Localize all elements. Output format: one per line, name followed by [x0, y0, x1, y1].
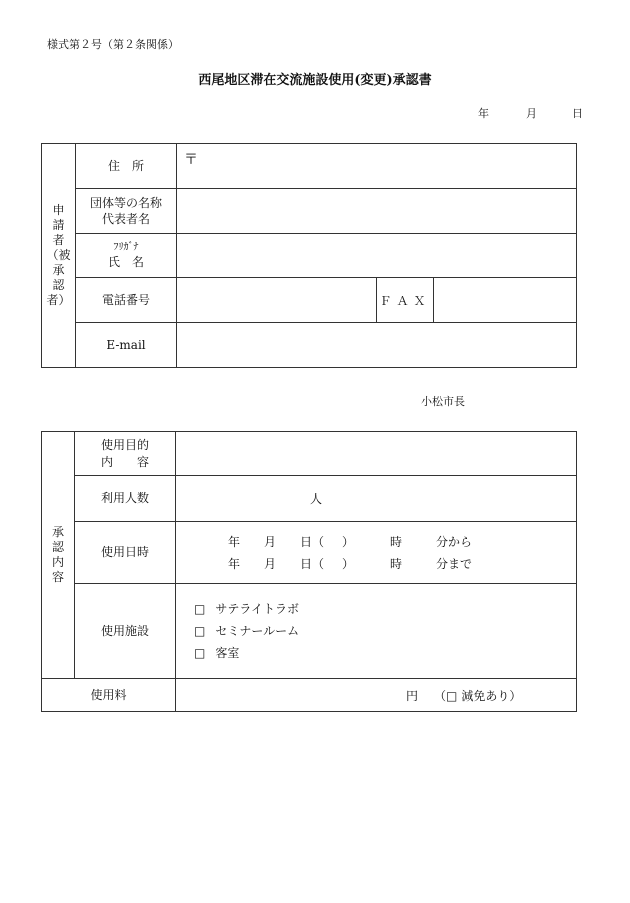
name-label: ﾌﾘｶﾞﾅ 氏 名 [76, 234, 177, 278]
address-field[interactable] [177, 144, 577, 189]
fee-field[interactable]: 円 （□ 減免あり） [176, 679, 577, 712]
facility-options [176, 584, 577, 679]
fee-reduction-checkbox[interactable]: □ [446, 688, 458, 703]
email-label: E-mail [76, 323, 177, 368]
approval-table [41, 431, 577, 712]
datetime-row-from: 年 月 日（ ） 時 分から [228, 534, 473, 549]
date-month: 月 [526, 107, 537, 120]
checkbox-icon[interactable]: □ [194, 624, 206, 638]
applicant-side-label: 申 請 者 （被 承 認 者） [42, 144, 76, 368]
postal-mark: 〒 [184, 152, 198, 168]
fee-unit: 円 [406, 688, 419, 703]
email-field[interactable] [177, 323, 577, 368]
phone-label: 電話番号 [76, 278, 177, 323]
date-year: 年 [478, 107, 489, 120]
purpose-label: 使用目的 内 容 [75, 432, 176, 476]
organization-field[interactable] [177, 189, 577, 234]
facility-option-guest-room[interactable]: □ 客室 [194, 646, 240, 660]
people-unit: 人 [310, 492, 323, 506]
form-number: 様式第２号（第２条関係） [47, 38, 179, 51]
facility-label: 使用施設 [75, 584, 176, 679]
phone-field[interactable] [177, 278, 377, 323]
datetime-row-to: 年 月 日（ ） 時 分まで [228, 556, 473, 571]
document-title: 西尾地区滞在交流施設使用(変更)承認書 [198, 73, 432, 88]
checkbox-icon[interactable]: □ [194, 646, 206, 660]
datetime-label: 使用日時 [75, 522, 176, 584]
fee-reduction-label: 減免あり [461, 688, 510, 703]
name-field[interactable] [177, 234, 577, 278]
fax-field[interactable] [434, 278, 577, 323]
facility-option-seminar-room[interactable]: □ セミナールーム [194, 624, 300, 638]
datetime-field[interactable] [176, 522, 577, 584]
facility-option-satellite-lab[interactable]: □ サテライトラボ [194, 602, 299, 616]
purpose-field[interactable] [176, 432, 577, 476]
addressee: 小松市長 [421, 395, 465, 408]
date-day: 日 [572, 107, 583, 120]
address-label: 住 所 [76, 144, 177, 189]
checkbox-icon[interactable]: □ [194, 602, 206, 616]
fee-label: 使用料 [42, 679, 176, 712]
applicant-table [41, 143, 577, 368]
people-field[interactable] [176, 476, 577, 522]
approval-side-label: 承 認 内 容 [42, 432, 75, 679]
people-label: 利用人数 [75, 476, 176, 522]
fax-label: ＦＡＸ [377, 278, 434, 323]
organization-label: 団体等の名称 代表者名 [76, 189, 177, 234]
